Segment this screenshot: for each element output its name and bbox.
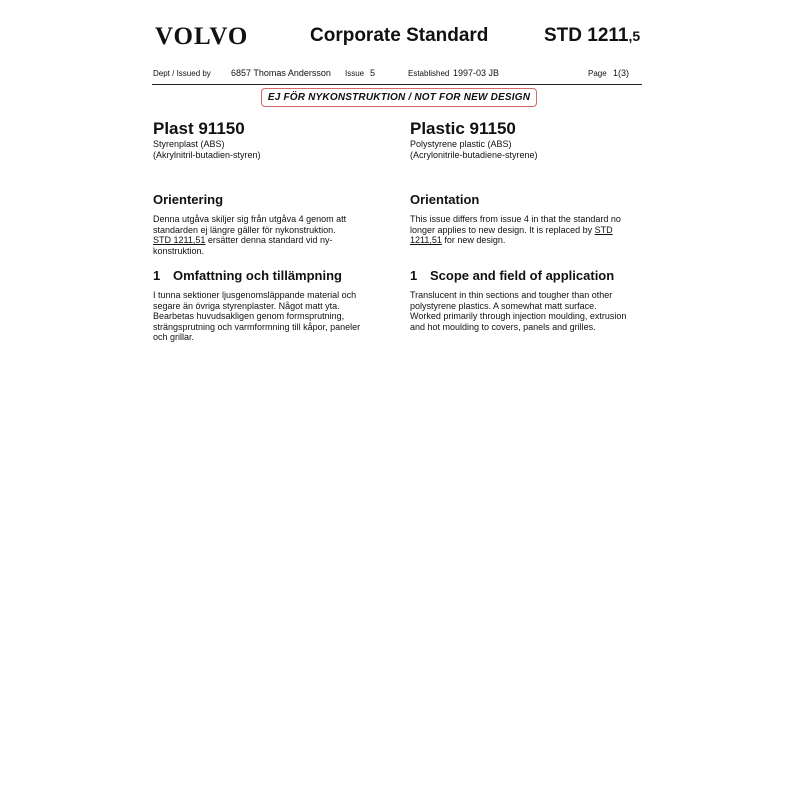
english-orientation-line1: This issue differs from issue 4 in that the standard no <box>410 214 621 224</box>
std-1211-51-link[interactable]: STD 1211,51 <box>153 235 206 245</box>
english-title: Plastic 91150 <box>410 119 516 138</box>
swedish-orientation-line4: konstruktion. <box>153 245 205 256</box>
swedish-scope-heading-text: Omfattning och tillämpning <box>173 268 342 283</box>
english-scope-line1: Translucent in thin sections and tougher than other <box>410 290 613 300</box>
dept-value: 6857 Thomas Andersson <box>231 68 331 78</box>
swedish-orientation-heading: Orientering <box>153 192 224 207</box>
std-link-part2[interactable]: 1211,51 <box>410 235 442 245</box>
english-orientation-line2-start: longer applies to new design. It is replaced by <box>410 224 595 235</box>
swedish-subtitle-line2: (Akrylnitril-butadien-styren) <box>153 149 261 160</box>
swedish-orientation-body <box>153 214 346 256</box>
swedish-scope-line4: strängsprutning och varmformning till kåpor, paneler <box>153 321 361 332</box>
swedish-subtitle <box>153 139 261 160</box>
english-orientation-body <box>410 214 621 246</box>
english-scope-heading <box>410 268 614 283</box>
swedish-scope-number: 1 <box>153 268 161 283</box>
not-for-new-design-banner <box>261 88 537 107</box>
standard-number-main: STD 1211 <box>544 25 629 46</box>
english-subtitle <box>410 139 538 160</box>
swedish-subtitle-line1: Styrenplast (ABS) <box>153 139 225 149</box>
volvo-logo: VOLVO <box>155 23 249 50</box>
english-scope-number: 1 <box>410 268 418 283</box>
established-value: 1997-03 JB <box>453 68 500 78</box>
swedish-title: Plast 91150 <box>153 119 245 138</box>
english-orientation-line3 <box>410 235 621 246</box>
swedish-scope-line1: I tunna sektioner ljusgenomsläppande material och <box>153 290 357 300</box>
page-value: 1(3) <box>613 68 630 78</box>
header-divider <box>152 84 642 85</box>
issue-value: 5 <box>370 68 376 78</box>
english-scope-line4: and hot moulding to covers, panels and grilles. <box>410 321 596 332</box>
dept-label: Dept / Issued by <box>153 69 211 78</box>
swedish-orientation-line3-rest: ersätter denna standard vid ny- <box>205 235 333 245</box>
english-orientation-heading: Orientation <box>410 192 480 207</box>
standard-number <box>544 25 640 47</box>
swedish-scope-heading <box>153 268 342 283</box>
english-subtitle-line2: (Acrylonitrile-butadiene-styrene) <box>410 149 538 160</box>
std-link-part1[interactable]: STD <box>594 224 613 235</box>
swedish-scope-line2: segare än övriga styrenplaster. Något matt yta. <box>153 300 340 311</box>
english-scope-line3: Worked primarily through injection moulding, extrusion <box>410 311 627 321</box>
page-label: Page <box>588 69 607 78</box>
standard-number-suffix: ,5 <box>628 28 641 44</box>
banner-text: EJ FÖR NYKONSTRUKTION / NOT FOR NEW DESIGN <box>267 92 531 103</box>
english-subtitle-line1: Polystyrene plastic (ABS) <box>410 139 512 149</box>
swedish-orientation-line2: standarden ej längre gäller för nykonstruktion. <box>153 224 336 235</box>
swedish-orientation-line1: Denna utgåva skiljer sig från utgåva 4 genom att <box>153 214 347 224</box>
swedish-scope-line5: och grillar. <box>153 332 195 342</box>
english-orientation-line3-rest: for new design. <box>441 235 506 245</box>
english-scope-heading-text: Scope and field of application <box>430 268 615 283</box>
english-scope-body <box>410 290 626 332</box>
swedish-orientation-line3 <box>153 235 346 246</box>
document-type-title: Corporate Standard <box>310 25 489 46</box>
issue-label: Issue <box>345 69 365 78</box>
english-scope-line2: polystyrene plastics. A somewhat matt surface. <box>410 300 597 311</box>
established-label: Established <box>408 69 450 78</box>
english-orientation-line2 <box>410 225 621 236</box>
swedish-scope-body <box>153 290 360 343</box>
swedish-scope-line3: Bearbetas huvudsakligen genom formsprutning, <box>153 311 345 321</box>
